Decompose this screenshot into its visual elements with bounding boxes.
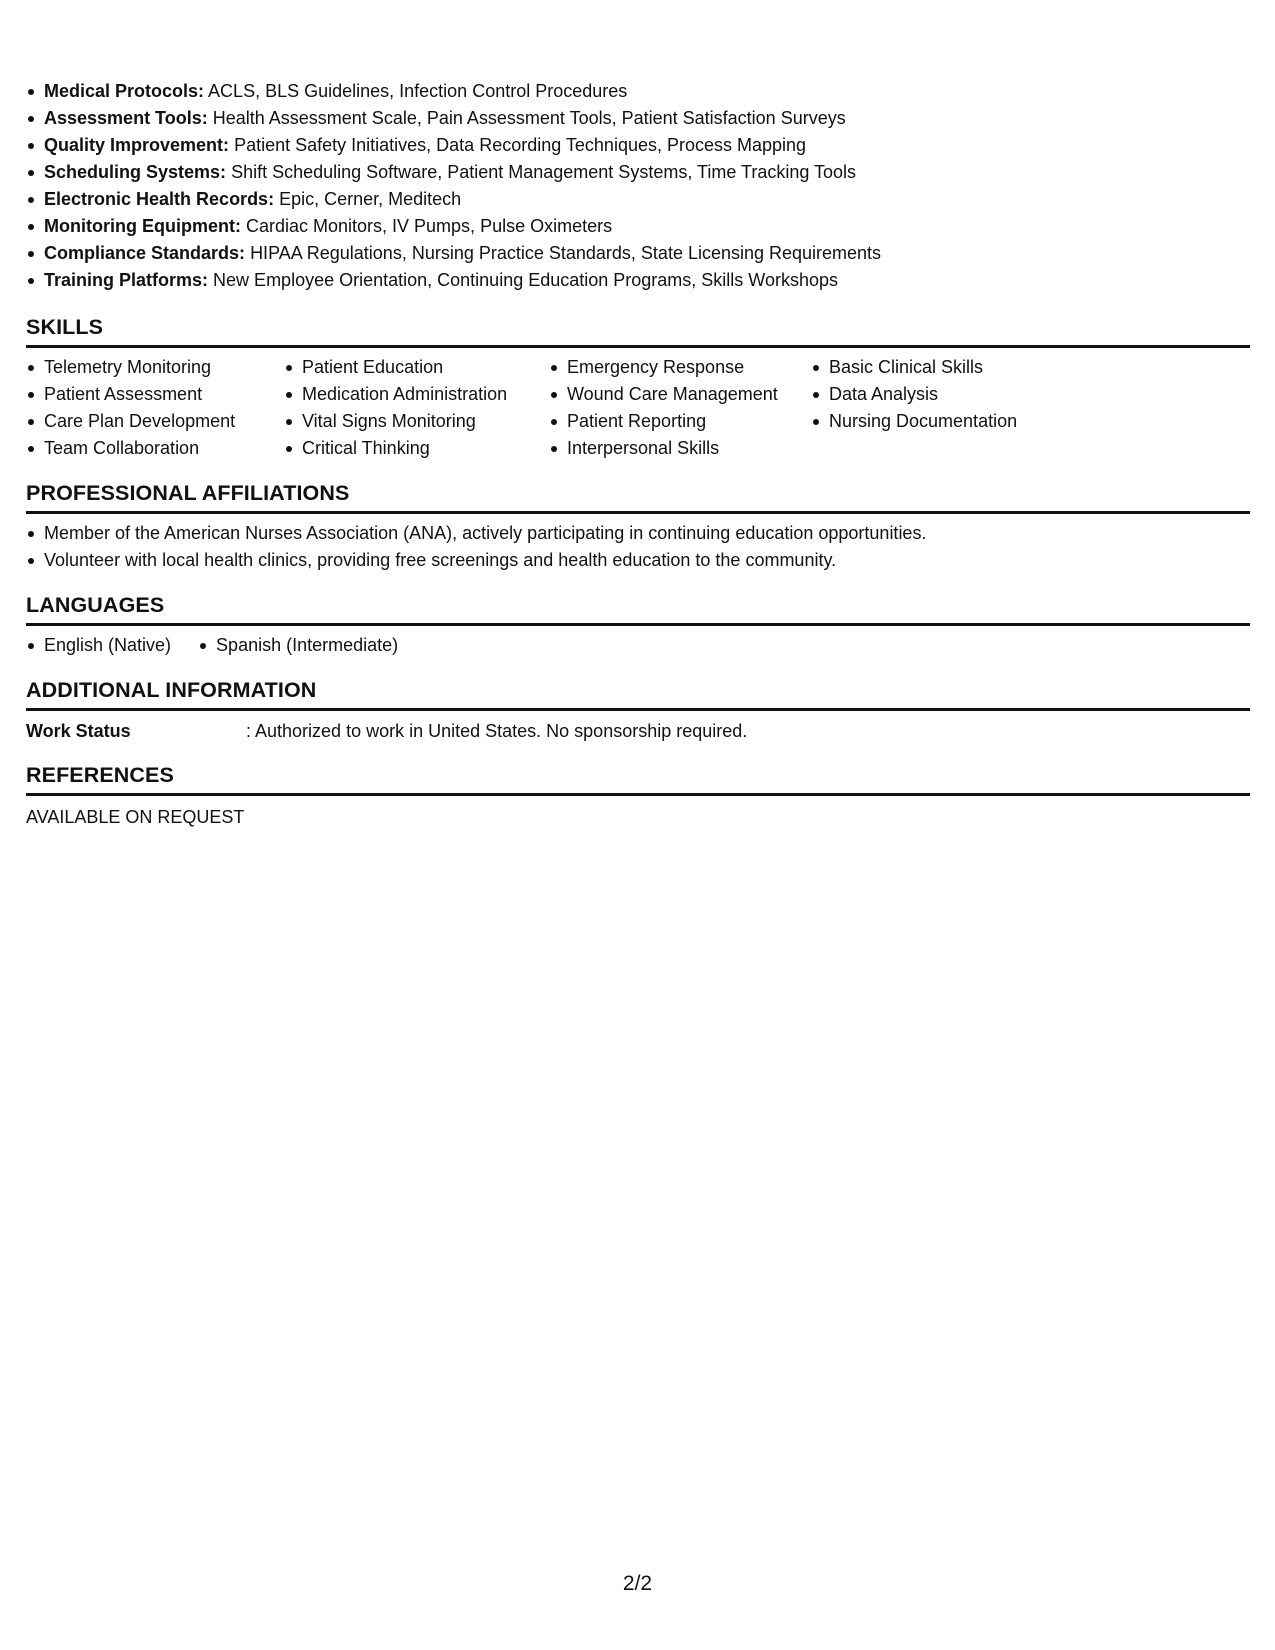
affiliations-heading: PROFESSIONAL AFFILIATIONS [26,480,1250,514]
references-text: AVAILABLE ON REQUEST [26,807,245,827]
list-item: Assessment Tools: Health Assessment Scale, Pain Assessment Tools, Patient Satisfaction Surveys [26,105,1250,132]
skills-column [811,354,1071,462]
list-item: Interpersonal Skills [549,435,811,462]
list-item: Basic Clinical Skills [811,354,1071,381]
list-item: Data Analysis [811,381,1071,408]
list-item: Nursing Documentation [811,408,1071,435]
list-item: English (Native) [26,632,171,659]
skills-heading: SKILLS [26,314,1250,348]
skills-column [26,354,284,462]
additional-info-heading: ADDITIONAL INFORMATION [26,677,1250,711]
languages-heading: LANGUAGES [26,592,1250,626]
list-item: Vital Signs Monitoring [284,408,549,435]
page-number: 2/2 [622,1572,653,1595]
list-item: Scheduling Systems: Shift Scheduling Software, Patient Management Systems, Time Tracking Tools [26,159,1250,186]
skills-grid [26,354,1250,462]
list-item: Medication Administration [284,381,549,408]
list-item: Emergency Response [549,354,811,381]
list-item: Patient Education [284,354,549,381]
list-item: Critical Thinking [284,435,549,462]
list-item: Team Collaboration [26,435,284,462]
list-item: Monitoring Equipment: Cardiac Monitors, IV Pumps, Pulse Oximeters [26,213,1250,240]
list-item: Electronic Health Records: Epic, Cerner, Meditech [26,186,1250,213]
list-item: Care Plan Development [26,408,284,435]
skills-column [284,354,549,462]
list-item: Spanish (Intermediate) [198,632,398,659]
list-item: Quality Improvement: Patient Safety Initiatives, Data Recording Techniques, Process Mapping [26,132,1250,159]
list-item: Patient Reporting [549,408,811,435]
technical-skills-list [26,78,1250,294]
list-item: Medical Protocols: ACLS, BLS Guidelines, Infection Control Procedures [26,78,1250,105]
list-item: Member of the American Nurses Association (ANA), actively participating in continuing education opportunities. [26,520,1250,547]
list-item: Patient Assessment [26,381,284,408]
work-status-label: Work Status [26,721,131,741]
list-item: Compliance Standards: HIPAA Regulations, Nursing Practice Standards, State Licensing Requirements [26,240,1250,267]
work-status-value: : Authorized to work in United States. No sponsorship required. [246,721,748,741]
references-heading: REFERENCES [26,762,1250,796]
list-item: Volunteer with local health clinics, providing free screenings and health education to the community. [26,547,1250,574]
resume-page-2 [26,78,1250,830]
skills-column [549,354,811,462]
work-status-row [26,718,1250,744]
languages-list [26,632,1250,659]
list-item: Training Platforms: New Employee Orientation, Continuing Education Programs, Skills Workshops [26,267,1250,294]
list-item: Wound Care Management [549,381,811,408]
list-item: Telemetry Monitoring [26,354,284,381]
affiliations-list [26,520,1250,574]
